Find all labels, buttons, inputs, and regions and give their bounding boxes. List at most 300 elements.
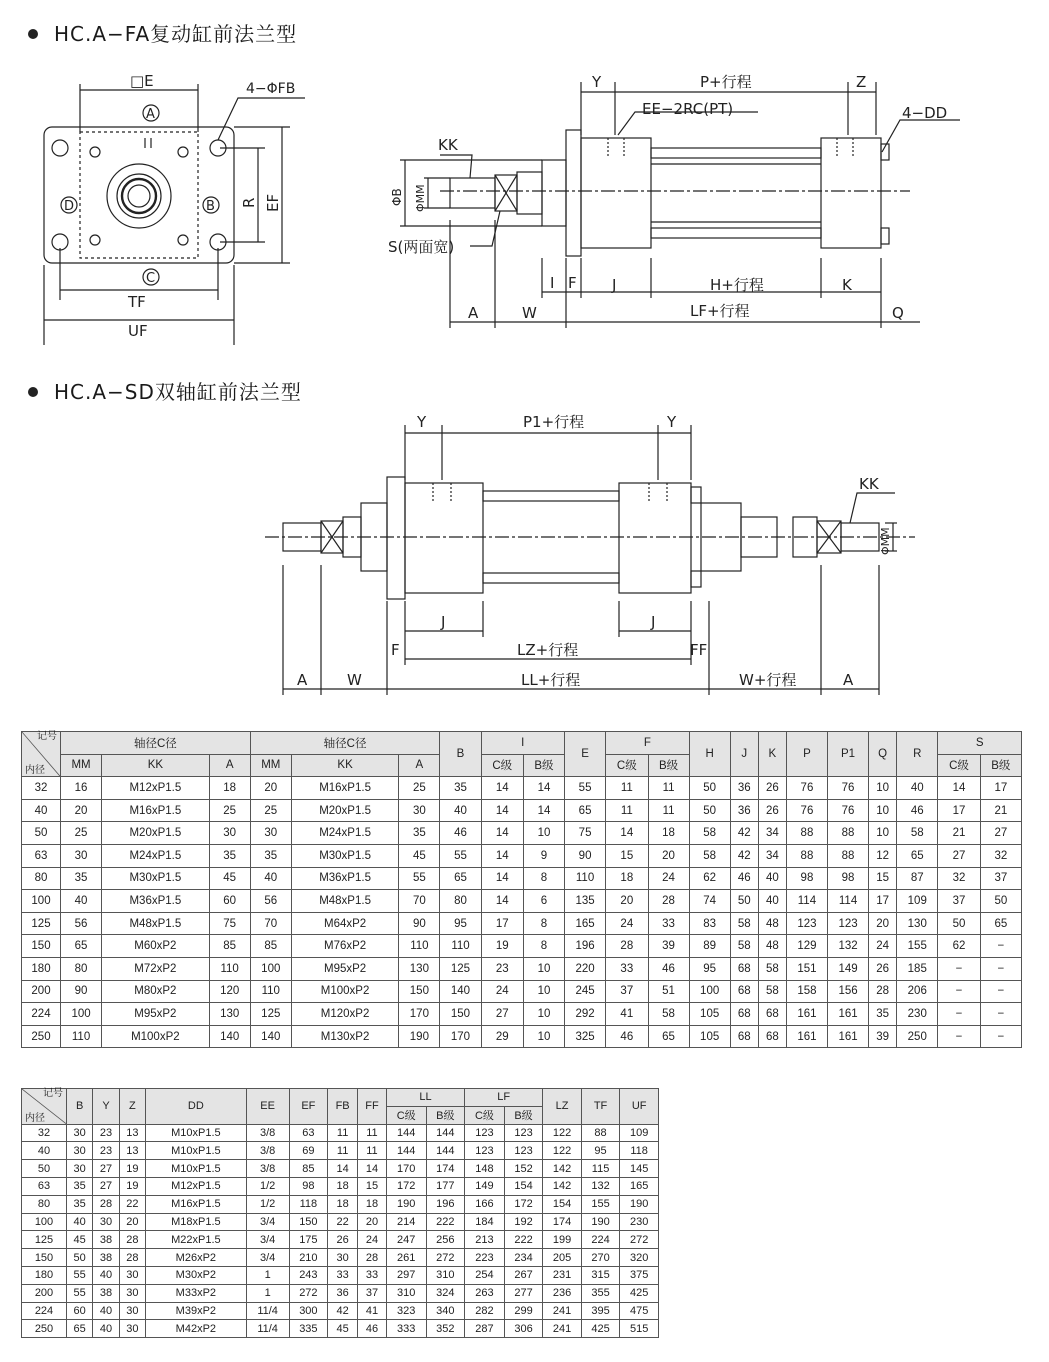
label-k: K bbox=[842, 276, 852, 294]
table-cell: 140 bbox=[209, 1025, 250, 1048]
col-r: R bbox=[897, 732, 938, 777]
table-cell: 123 bbox=[504, 1142, 543, 1160]
table-cell: 48 bbox=[758, 912, 786, 935]
table-cell: 222 bbox=[426, 1213, 465, 1231]
table-cell: 68 bbox=[758, 1003, 786, 1026]
label-j: J bbox=[612, 276, 617, 294]
table-cell: M100xP2 bbox=[291, 980, 399, 1003]
table-cell: 122 bbox=[543, 1124, 582, 1142]
table-cell: 14 bbox=[481, 890, 523, 913]
table-cell: 58 bbox=[689, 844, 730, 867]
dim-tf: TF bbox=[128, 293, 146, 311]
table-cell: 272 bbox=[620, 1231, 659, 1249]
table-cell: 105 bbox=[689, 1003, 730, 1026]
table-cell: 8 bbox=[523, 935, 564, 958]
table-cell: M42xP2 bbox=[146, 1320, 247, 1338]
table-cell: 23 bbox=[93, 1124, 119, 1142]
table-cell: 22 bbox=[328, 1213, 358, 1231]
table-cell: 60 bbox=[67, 1302, 93, 1320]
dim-e: □E bbox=[130, 72, 154, 90]
label-j-left: J bbox=[441, 613, 446, 631]
table-cell: 150 bbox=[440, 1003, 481, 1026]
table-cell: 20 bbox=[648, 844, 689, 867]
table-cell: 98 bbox=[786, 867, 827, 890]
table-cell: 170 bbox=[386, 1160, 426, 1178]
table-cell: 50 bbox=[938, 912, 980, 935]
col-kk-2: KK bbox=[291, 754, 399, 777]
label-phimm: ΦMM bbox=[879, 527, 892, 555]
table-cell: 50 bbox=[67, 1249, 93, 1267]
table-cell: 40 bbox=[22, 799, 61, 822]
table-cell: 123 bbox=[465, 1124, 505, 1142]
label-f: F bbox=[391, 641, 400, 659]
col-ef: EF bbox=[289, 1089, 328, 1125]
table-cell: 35 bbox=[61, 867, 102, 890]
table-cell: 267 bbox=[504, 1266, 543, 1284]
table-cell: 220 bbox=[565, 957, 606, 980]
col-h: H bbox=[689, 732, 730, 777]
table-row bbox=[22, 844, 1022, 867]
table-row bbox=[22, 890, 1022, 913]
col-fb: FB bbox=[328, 1089, 358, 1125]
table-cell: 40 bbox=[93, 1320, 119, 1338]
table-cell: 170 bbox=[399, 1003, 440, 1026]
table-cell: 323 bbox=[386, 1302, 426, 1320]
table-cell: 46 bbox=[897, 799, 938, 822]
table-cell: 38 bbox=[93, 1231, 119, 1249]
col-z: Z bbox=[119, 1089, 145, 1125]
table-cell: 50 bbox=[980, 890, 1021, 913]
table-cell: 65 bbox=[61, 935, 102, 958]
table-cell: 100 bbox=[22, 1213, 67, 1231]
table-cell: 68 bbox=[758, 1025, 786, 1048]
table-cell: M26xP2 bbox=[146, 1249, 247, 1267]
table-cell: M16xP1.5 bbox=[291, 777, 399, 800]
table-cell: 30 bbox=[67, 1124, 93, 1142]
table-cell: 14 bbox=[481, 867, 523, 890]
table-cell: 27 bbox=[980, 822, 1021, 845]
table-cell: 395 bbox=[581, 1302, 620, 1320]
bullet-icon bbox=[28, 387, 38, 397]
table-cell: 27 bbox=[938, 844, 980, 867]
label-f: F bbox=[568, 274, 577, 292]
table-cell: M10xP1.5 bbox=[146, 1160, 247, 1178]
table-row bbox=[22, 1213, 659, 1231]
table-cell: 30 bbox=[328, 1249, 358, 1267]
table-cell: 270 bbox=[581, 1249, 620, 1267]
table-cell: 515 bbox=[620, 1320, 659, 1338]
table-cell: 110 bbox=[250, 980, 291, 1003]
table-cell: 155 bbox=[897, 935, 938, 958]
dim-uf: UF bbox=[128, 322, 148, 340]
table-cell: − bbox=[980, 935, 1021, 958]
label-a-left: A bbox=[297, 671, 308, 689]
table-cell: 32 bbox=[22, 777, 61, 800]
table-cell: 89 bbox=[689, 935, 730, 958]
label-phib: ΦB bbox=[390, 188, 404, 206]
table-cell: 24 bbox=[606, 912, 648, 935]
table-cell: 14 bbox=[358, 1160, 387, 1178]
table-cell: 28 bbox=[606, 935, 648, 958]
table-cell: − bbox=[938, 1025, 980, 1048]
table-cell: 196 bbox=[426, 1195, 465, 1213]
table-cell: 58 bbox=[689, 822, 730, 845]
table-cell: 19 bbox=[481, 935, 523, 958]
table-cell: 8 bbox=[523, 867, 564, 890]
table-cell: 200 bbox=[22, 1284, 67, 1302]
table-cell: 100 bbox=[22, 890, 61, 913]
table-cell: M20xP1.5 bbox=[291, 799, 399, 822]
table-cell: 241 bbox=[543, 1302, 582, 1320]
table-cell: M12xP1.5 bbox=[146, 1177, 247, 1195]
bullet-icon bbox=[28, 29, 38, 39]
table-cell: 144 bbox=[426, 1142, 465, 1160]
table-cell: 32 bbox=[22, 1124, 67, 1142]
table-cell: 1/2 bbox=[246, 1177, 289, 1195]
table-cell: 11 bbox=[606, 799, 648, 822]
table-cell: 68 bbox=[730, 980, 758, 1003]
table-cell: 20 bbox=[358, 1213, 387, 1231]
table-cell: 200 bbox=[22, 980, 61, 1003]
table-cell: 125 bbox=[22, 1231, 67, 1249]
col-kk-1: KK bbox=[102, 754, 210, 777]
table-cell: 18 bbox=[328, 1177, 358, 1195]
table-cell: M30xP1.5 bbox=[291, 844, 399, 867]
table-cell: 27 bbox=[93, 1160, 119, 1178]
table-cell: 40 bbox=[758, 867, 786, 890]
table-cell: 254 bbox=[465, 1266, 505, 1284]
table-cell: 118 bbox=[620, 1142, 659, 1160]
col-b: B bbox=[440, 732, 481, 777]
table-cell: M30xP2 bbox=[146, 1266, 247, 1284]
table-cell: 292 bbox=[565, 1003, 606, 1026]
table-cell: 42 bbox=[328, 1302, 358, 1320]
table-cell: 65 bbox=[67, 1320, 93, 1338]
table-row bbox=[22, 1025, 1022, 1048]
table-cell: 58 bbox=[758, 980, 786, 1003]
col-p1: P1 bbox=[828, 732, 869, 777]
table-cell: 13 bbox=[119, 1124, 145, 1142]
table-row bbox=[22, 912, 1022, 935]
table-cell: 46 bbox=[440, 822, 481, 845]
table-cell: 10 bbox=[523, 957, 564, 980]
col-ff: FF bbox=[358, 1089, 387, 1125]
dim-ef: EF bbox=[264, 193, 282, 212]
table-cell: M80xP2 bbox=[102, 980, 210, 1003]
table-cell: 50 bbox=[22, 1160, 67, 1178]
table-row bbox=[22, 957, 1022, 980]
table-cell: 247 bbox=[386, 1231, 426, 1249]
table-cell: 40 bbox=[61, 890, 102, 913]
table-cell: 30 bbox=[93, 1213, 119, 1231]
table-cell: 185 bbox=[897, 957, 938, 980]
table-cell: 110 bbox=[565, 867, 606, 890]
label-z: Z bbox=[856, 73, 867, 91]
col-uf: UF bbox=[620, 1089, 659, 1125]
table-row bbox=[22, 1231, 659, 1249]
table-cell: 40 bbox=[93, 1302, 119, 1320]
table-cell: 355 bbox=[581, 1284, 620, 1302]
table-cell: 132 bbox=[828, 935, 869, 958]
table-cell: 50 bbox=[689, 777, 730, 800]
table-cell: 45 bbox=[67, 1231, 93, 1249]
label-y-right: Y bbox=[667, 413, 677, 431]
table-cell: 234 bbox=[504, 1249, 543, 1267]
table-cell: 18 bbox=[328, 1195, 358, 1213]
col-y: Y bbox=[93, 1089, 119, 1125]
table-cell: 161 bbox=[786, 1025, 827, 1048]
table-cell: 42 bbox=[730, 822, 758, 845]
table-cell: 36 bbox=[328, 1284, 358, 1302]
table-cell: 161 bbox=[786, 1003, 827, 1026]
table-cell: 224 bbox=[22, 1003, 61, 1026]
table-cell: 26 bbox=[758, 799, 786, 822]
table-cell: 40 bbox=[250, 867, 291, 890]
table-cell: 18 bbox=[209, 777, 250, 800]
table-cell: 80 bbox=[22, 867, 61, 890]
table-cell: 161 bbox=[828, 1003, 869, 1026]
table-cell: M18xP1.5 bbox=[146, 1213, 247, 1231]
table-cell: 51 bbox=[648, 980, 689, 1003]
table-cell: 36 bbox=[730, 799, 758, 822]
port-c: C bbox=[146, 271, 156, 286]
table-cell: 123 bbox=[504, 1124, 543, 1142]
label-w-stroke: W+行程 bbox=[739, 671, 797, 689]
col-tf: TF bbox=[581, 1089, 620, 1125]
table-cell: 150 bbox=[22, 1249, 67, 1267]
table-cell: 123 bbox=[786, 912, 827, 935]
table-cell: 39 bbox=[648, 935, 689, 958]
table-row bbox=[22, 1195, 659, 1213]
table-row bbox=[22, 1266, 659, 1284]
table-cell: 50 bbox=[689, 799, 730, 822]
port-b: B bbox=[206, 199, 215, 214]
cylinder-side-view bbox=[380, 60, 948, 340]
table-cell: 37 bbox=[358, 1284, 387, 1302]
table-cell: M20xP1.5 bbox=[102, 822, 210, 845]
col-s-c: C级 bbox=[938, 754, 980, 777]
table-cell: 1 bbox=[246, 1266, 289, 1284]
table-cell: 130 bbox=[399, 957, 440, 980]
table-cell: 155 bbox=[581, 1195, 620, 1213]
table-cell: 28 bbox=[358, 1249, 387, 1267]
table-cell: 192 bbox=[504, 1213, 543, 1231]
table-cell: 151 bbox=[786, 957, 827, 980]
table-cell: 114 bbox=[786, 890, 827, 913]
table-cell: 26 bbox=[869, 957, 897, 980]
table-cell: 55 bbox=[67, 1266, 93, 1284]
table-cell: 190 bbox=[620, 1195, 659, 1213]
table-cell: 26 bbox=[758, 777, 786, 800]
table-cell: 65 bbox=[648, 1025, 689, 1048]
table-row bbox=[22, 1284, 659, 1302]
table-cell: 180 bbox=[22, 1266, 67, 1284]
table-cell: 320 bbox=[620, 1249, 659, 1267]
label-lf-stroke: LF+行程 bbox=[690, 302, 750, 320]
table-cell: 11 bbox=[648, 777, 689, 800]
table-cell: 30 bbox=[399, 799, 440, 822]
flange-front-view bbox=[20, 60, 320, 350]
table-cell: 83 bbox=[689, 912, 730, 935]
table-cell: 27 bbox=[93, 1177, 119, 1195]
col-mm-2: MM bbox=[250, 754, 291, 777]
table-cell: 222 bbox=[504, 1231, 543, 1249]
table-cell: 177 bbox=[426, 1177, 465, 1195]
dimension-table-1 bbox=[21, 731, 1022, 1048]
table-cell: 88 bbox=[828, 844, 869, 867]
table-row bbox=[22, 1003, 1022, 1026]
table-cell: 310 bbox=[386, 1284, 426, 1302]
table-cell: M39xP2 bbox=[146, 1302, 247, 1320]
table-row bbox=[22, 1124, 659, 1142]
table-cell: 132 bbox=[581, 1177, 620, 1195]
table-cell: 16 bbox=[61, 777, 102, 800]
table-cell: 46 bbox=[606, 1025, 648, 1048]
label-4dd: 4−DD bbox=[902, 104, 948, 122]
table-cell: 40 bbox=[440, 799, 481, 822]
table-cell: 29 bbox=[481, 1025, 523, 1048]
table-cell: 352 bbox=[426, 1320, 465, 1338]
table-cell: 1 bbox=[246, 1284, 289, 1302]
table-cell: 55 bbox=[565, 777, 606, 800]
table-cell: 56 bbox=[250, 890, 291, 913]
table-cell: 190 bbox=[581, 1213, 620, 1231]
table-cell: − bbox=[938, 957, 980, 980]
table-cell: 8 bbox=[523, 912, 564, 935]
table-cell: 14 bbox=[606, 822, 648, 845]
table-cell: 149 bbox=[828, 957, 869, 980]
table-cell: 125 bbox=[250, 1003, 291, 1026]
table-cell: 40 bbox=[67, 1213, 93, 1231]
table-cell: 100 bbox=[689, 980, 730, 1003]
col-lf: LF bbox=[465, 1089, 543, 1107]
table-cell: 315 bbox=[581, 1266, 620, 1284]
table-cell: 214 bbox=[386, 1213, 426, 1231]
table-cell: 154 bbox=[504, 1177, 543, 1195]
table-cell: 17 bbox=[980, 777, 1021, 800]
label-h-stroke: H+行程 bbox=[710, 276, 764, 294]
table-cell: 109 bbox=[897, 890, 938, 913]
table-cell: 165 bbox=[565, 912, 606, 935]
table-cell: 38 bbox=[93, 1284, 119, 1302]
table-cell: − bbox=[938, 1003, 980, 1026]
table-cell: 63 bbox=[22, 1177, 67, 1195]
table-cell: 75 bbox=[209, 912, 250, 935]
table-cell: 10 bbox=[523, 980, 564, 1003]
table-cell: 15 bbox=[358, 1177, 387, 1195]
table-cell: 130 bbox=[209, 1003, 250, 1026]
col-f-c: C级 bbox=[606, 754, 648, 777]
table-cell: 306 bbox=[504, 1320, 543, 1338]
table-cell: 28 bbox=[869, 980, 897, 1003]
table-cell: 46 bbox=[358, 1320, 387, 1338]
table-cell: 100 bbox=[250, 957, 291, 980]
table-cell: 206 bbox=[897, 980, 938, 1003]
table-cell: 21 bbox=[980, 799, 1021, 822]
table-cell: 148 bbox=[465, 1160, 505, 1178]
table-cell: 15 bbox=[869, 867, 897, 890]
table-cell: 88 bbox=[581, 1124, 620, 1142]
table-cell: M48xP1.5 bbox=[291, 890, 399, 913]
table-cell: 140 bbox=[440, 980, 481, 1003]
col-q: Q bbox=[869, 732, 897, 777]
table-corner: 记号 内径 bbox=[22, 1089, 67, 1125]
table-cell: 224 bbox=[581, 1231, 620, 1249]
table-cell: M48xP1.5 bbox=[102, 912, 210, 935]
table-cell: 62 bbox=[689, 867, 730, 890]
table-cell: 6 bbox=[523, 890, 564, 913]
table-cell: 299 bbox=[504, 1302, 543, 1320]
table-cell: 223 bbox=[465, 1249, 505, 1267]
table-cell: 30 bbox=[119, 1284, 145, 1302]
col-a-1: A bbox=[209, 754, 250, 777]
double-rod-side-view bbox=[245, 405, 925, 705]
table-cell: 150 bbox=[399, 980, 440, 1003]
label-ll-stroke: LL+行程 bbox=[521, 671, 581, 689]
table-cell: M10xP1.5 bbox=[146, 1142, 247, 1160]
table-cell: − bbox=[980, 1025, 1021, 1048]
table-cell: 250 bbox=[22, 1025, 61, 1048]
table-cell: 80 bbox=[61, 957, 102, 980]
table-cell: − bbox=[980, 957, 1021, 980]
table-cell: 25 bbox=[61, 822, 102, 845]
table-cell: 110 bbox=[399, 935, 440, 958]
table-corner: 记号 内径 bbox=[22, 732, 61, 777]
table-cell: 23 bbox=[93, 1142, 119, 1160]
label-s: S(两面宽) bbox=[388, 238, 455, 256]
table-cell: 150 bbox=[22, 935, 61, 958]
table-cell: M30xP1.5 bbox=[102, 867, 210, 890]
table-cell: M24xP1.5 bbox=[102, 844, 210, 867]
table-cell: 56 bbox=[61, 912, 102, 935]
table-cell: 20 bbox=[606, 890, 648, 913]
table-row bbox=[22, 1177, 659, 1195]
table-cell: 123 bbox=[465, 1142, 505, 1160]
table-cell: 110 bbox=[209, 957, 250, 980]
col-lz: LZ bbox=[543, 1089, 582, 1125]
table-cell: 14 bbox=[328, 1160, 358, 1178]
table-cell: 10 bbox=[523, 822, 564, 845]
table-cell: 213 bbox=[465, 1231, 505, 1249]
table-cell: 90 bbox=[399, 912, 440, 935]
col-p: P bbox=[786, 732, 827, 777]
table-cell: 85 bbox=[289, 1160, 328, 1178]
table-cell: 230 bbox=[620, 1213, 659, 1231]
table-cell: 76 bbox=[828, 777, 869, 800]
table-cell: 210 bbox=[289, 1249, 328, 1267]
table-cell: 152 bbox=[504, 1160, 543, 1178]
table-cell: 144 bbox=[426, 1124, 465, 1142]
table-cell: 24 bbox=[869, 935, 897, 958]
col-f: F bbox=[606, 732, 689, 755]
table-cell: 475 bbox=[620, 1302, 659, 1320]
table-cell: 35 bbox=[440, 777, 481, 800]
col-group-shaft-1: 轴径C径 bbox=[61, 732, 251, 755]
table-cell: 156 bbox=[828, 980, 869, 1003]
col-dd: DD bbox=[146, 1089, 247, 1125]
table-cell: 24 bbox=[358, 1231, 387, 1249]
table-cell: 230 bbox=[897, 1003, 938, 1026]
col-mm-1: MM bbox=[61, 754, 102, 777]
table-cell: 170 bbox=[440, 1025, 481, 1048]
table-cell: 129 bbox=[786, 935, 827, 958]
table-cell: 123 bbox=[828, 912, 869, 935]
col-k: K bbox=[758, 732, 786, 777]
table-cell: 70 bbox=[250, 912, 291, 935]
table-cell: 20 bbox=[119, 1213, 145, 1231]
table-cell: 231 bbox=[543, 1266, 582, 1284]
table-cell: 35 bbox=[869, 1003, 897, 1026]
